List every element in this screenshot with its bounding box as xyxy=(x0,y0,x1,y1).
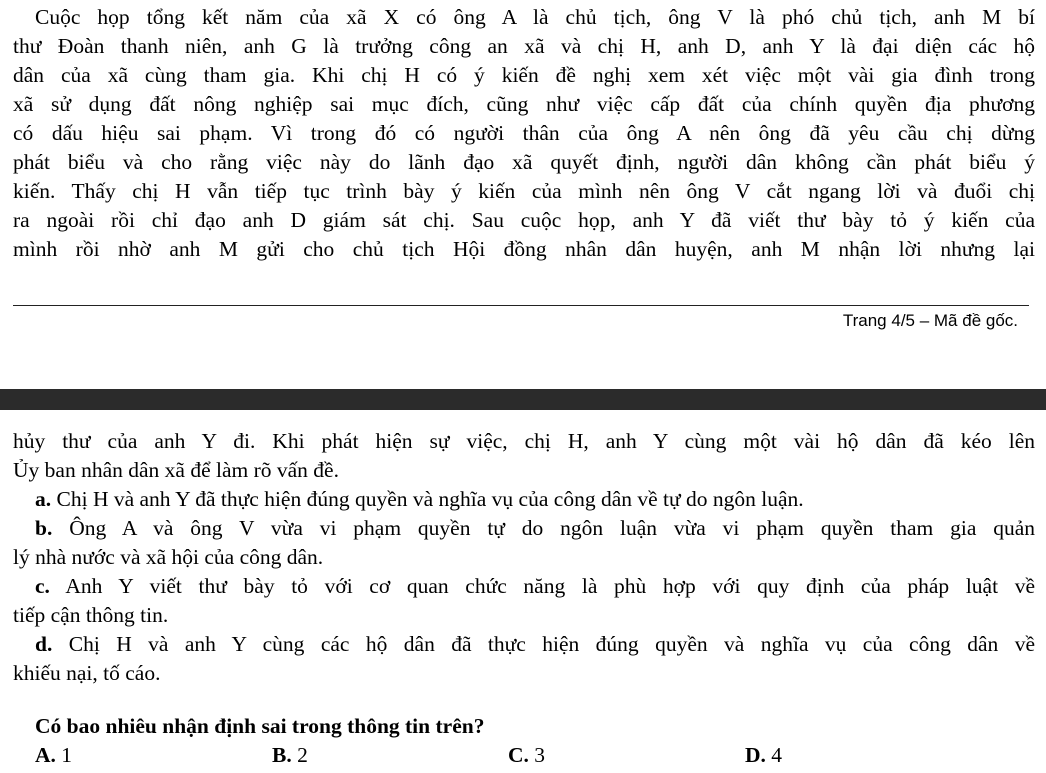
option-label: B. xyxy=(272,743,292,767)
option-b[interactable] xyxy=(272,741,308,770)
statement-c-cont: tiếp cận thông tin. xyxy=(13,603,169,627)
option-a[interactable] xyxy=(35,741,72,770)
statement-text: Ông A và ông V vừa vi phạm quyền tự do ngôn luận vừa vi phạm quyền tham gia quản xyxy=(69,516,1036,540)
statement-a xyxy=(13,485,1035,514)
statement-text: Anh Y viết thư bày tỏ với cơ quan chức năng là phù hợp với quy định của pháp luật về xyxy=(65,574,1035,598)
option-label: C. xyxy=(508,743,529,767)
statement-label: a. xyxy=(35,487,52,511)
statement-text: Chị H và anh Y đã thực hiện đúng quyền và nghĩa vụ của công dân về tự do ngôn luận. xyxy=(56,487,804,511)
option-label: A. xyxy=(35,743,56,767)
page-footer: Trang 4/5 – Mã đề gốc. xyxy=(842,311,1018,330)
statement-c xyxy=(13,572,1035,601)
option-value: 2 xyxy=(297,743,308,767)
footer-divider xyxy=(13,305,1029,306)
statement-d xyxy=(13,630,1035,659)
statement-b-cont: lý nhà nước và xã hội của công dân. xyxy=(13,545,324,569)
option-value: 3 xyxy=(534,743,546,767)
passage-line: hủy thư của anh Y đi. Khi phát hiện sự việc, chị H, anh Y cùng một vài hộ dân đã kéo lên xyxy=(13,429,1035,453)
passage-line: thư Đoàn thanh niên, anh G là trưởng công an xã và chị H, anh D, anh Y là đại diện các hộ xyxy=(13,34,1035,58)
question-prompt: Có bao nhiêu nhận định sai trong thông tin trên? xyxy=(35,714,485,738)
passage-top xyxy=(13,3,1035,264)
statement-label: d. xyxy=(35,632,53,656)
option-c[interactable] xyxy=(508,741,545,770)
passage-line: ra ngoài rồi chỉ đạo anh D giám sát chị. Sau cuộc họp, anh Y đã viết thư bày tỏ ý kiến của xyxy=(13,208,1035,232)
passage-line: kiến. Thấy chị H vẫn tiếp tục trình bày ý kiến của mình nên ông V cắt ngang lời và đuổi chị xyxy=(13,179,1035,203)
passage-line: Cuộc họp tổng kết năm của xã X có ông A là chủ tịch, ông V là phó chủ tịch, anh M bí xyxy=(35,5,1035,29)
option-label: D. xyxy=(745,743,766,767)
statement-label: c. xyxy=(35,574,50,598)
passage-line: xã sử dụng đất nông nghiệp sai mục đích, cũng như việc cấp đất của chính quyền địa phương xyxy=(13,92,1035,116)
option-value: 4 xyxy=(771,743,783,767)
passage-bottom xyxy=(13,427,1035,688)
option-d[interactable] xyxy=(745,741,782,770)
passage-line: có dấu hiệu sai phạm. Vì trong đó có người thân của ông A nên ông đã yêu cầu chị dừng xyxy=(13,121,1035,145)
passage-line: mình rồi nhờ anh M gửi cho chủ tịch Hội đồng nhân dân huyện, anh M nhận lời nhưng lại xyxy=(13,237,1035,261)
statement-d-cont: khiếu nại, tố cáo. xyxy=(13,661,161,685)
statement-text: Chị H và anh Y cùng các hộ dân đã thực hiện đúng quyền và nghĩa vụ của công dân về xyxy=(68,632,1035,656)
option-value: 1 xyxy=(61,743,73,767)
passage-line: dân của xã cùng tham gia. Khi chị H có ý kiến đề nghị xem xét việc một vài gia đình trong xyxy=(13,63,1035,87)
passage-line: Ủy ban nhân dân xã để làm rõ vấn đề. xyxy=(13,458,339,482)
statement-label: b. xyxy=(35,516,53,540)
page-break-bar xyxy=(0,389,1046,410)
passage-line: phát biểu và cho rằng việc này do lãnh đạo xã quyết định, người dân không cần phát biểu ý xyxy=(13,150,1035,174)
statement-b xyxy=(13,514,1035,543)
